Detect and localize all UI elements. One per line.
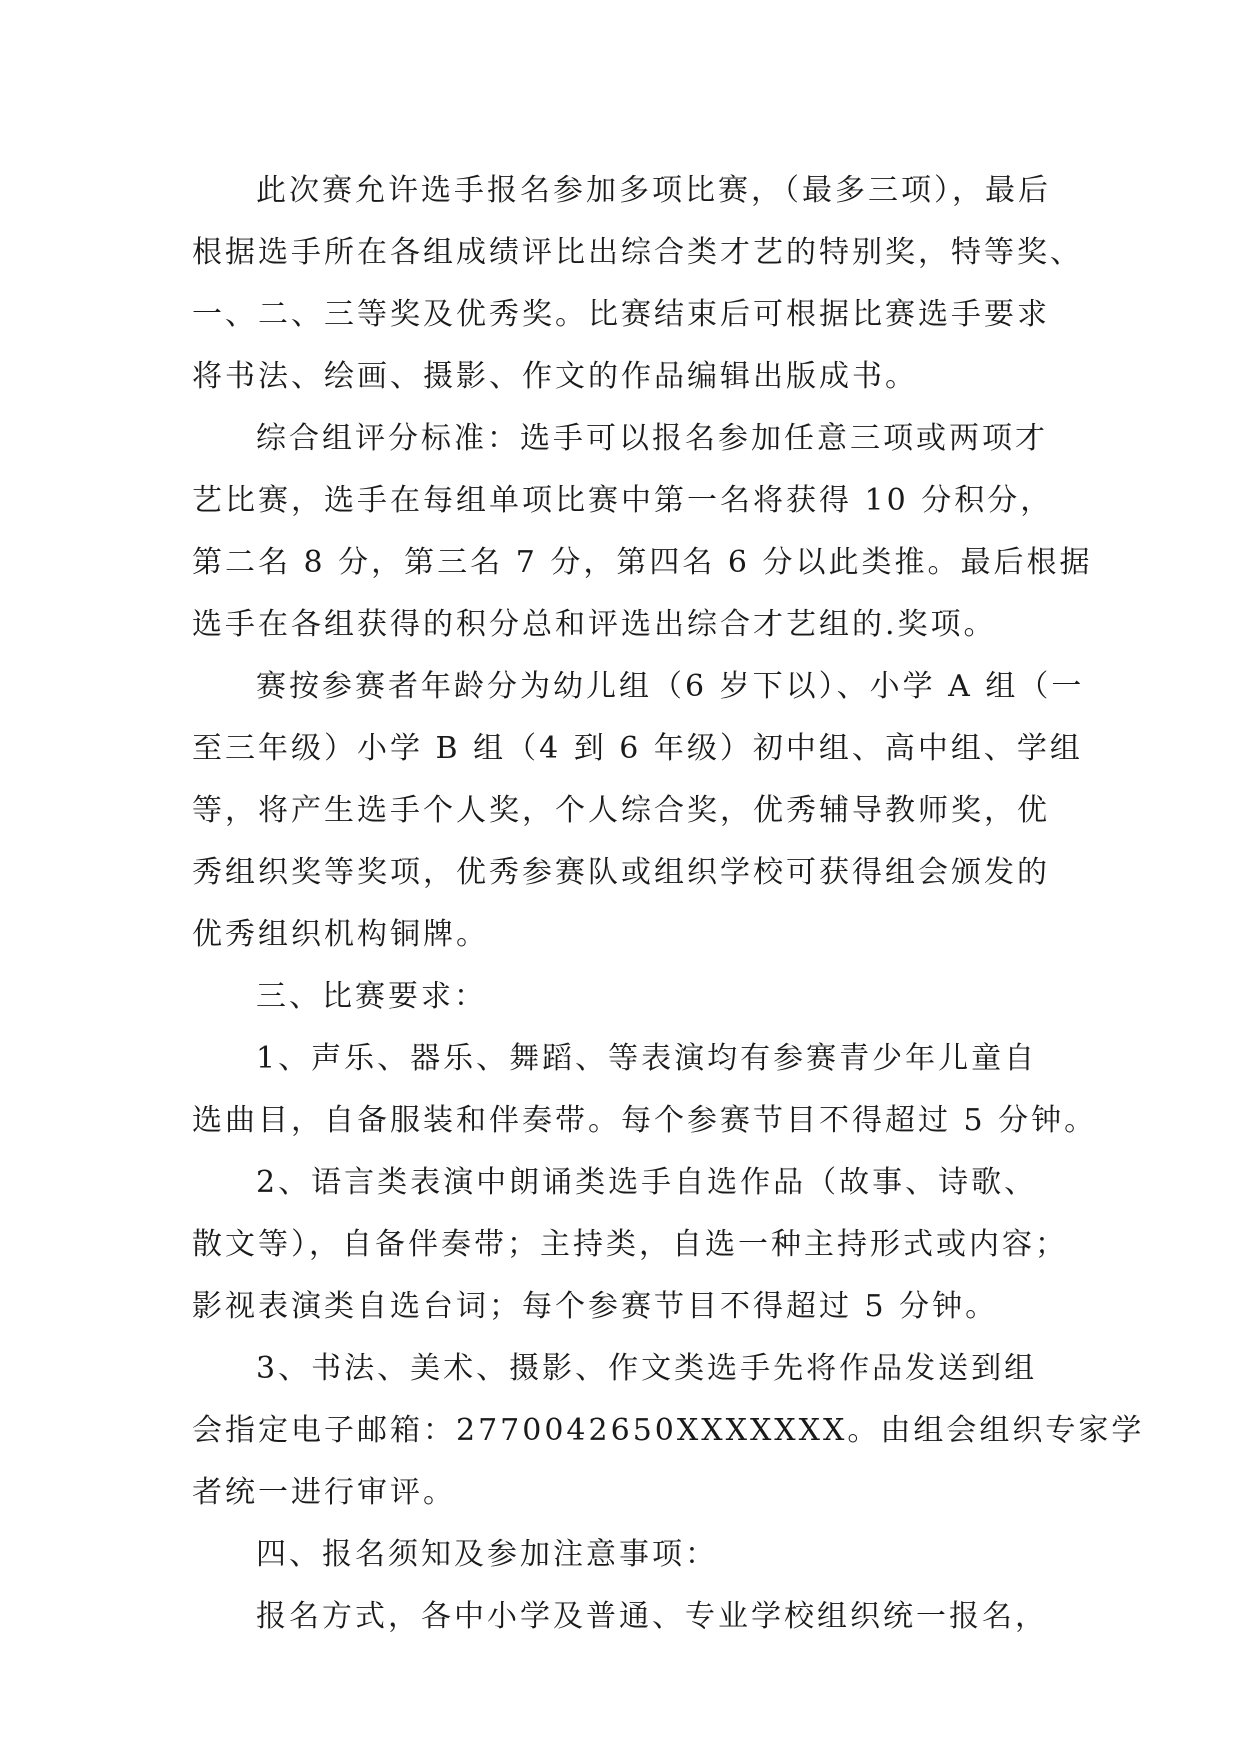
text-line: 根据选手所在各组成绩评比出综合类才艺的特别奖，特等奖、: [192, 235, 1083, 270]
text-line: 选手在各组获得的积分总和评选出综合才艺组的.奖项。: [192, 607, 997, 642]
text-line: 此次赛允许选手报名参加多项比赛，（最多三项），最后: [256, 173, 1051, 208]
text-line: 一、二、三等奖及优秀奖。比赛结束后可根据比赛选手要求: [192, 297, 1050, 332]
text-line: 四、报名须知及参加注意事项：: [256, 1537, 718, 1572]
text-line: 2、语言类表演中朗诵类选手自选作品（故事、诗歌、: [256, 1165, 1038, 1200]
text-line: 1、声乐、器乐、舞蹈、等表演均有参赛青少年儿童自: [256, 1041, 1038, 1076]
document-body: [192, 160, 1145, 1648]
text-line: 赛按参赛者年龄分为幼儿组（6 岁下以）、小学 A 组（一: [256, 669, 1085, 704]
text-line: 散文等），自备伴奏带；主持类，自选一种主持形式或内容；: [192, 1227, 1068, 1262]
text-line: 第二名 8 分，第三名 7 分，第四名 6 分以此类推。最后根据: [192, 545, 1093, 580]
text-line: 会指定电子邮箱：2770042650XXXXXXX。由组会组织专家学: [192, 1413, 1145, 1448]
text-line: 优秀组织机构铜牌。: [192, 917, 489, 952]
text-line: 将书法、绘画、摄影、作文的作品编辑出版成书。: [192, 359, 918, 394]
text-line: 秀组织奖等奖项，优秀参赛队或组织学校可获得组会颁发的: [192, 855, 1050, 890]
text-line: 等，将产生选手个人奖，个人综合奖，优秀辅导教师奖，优: [192, 793, 1050, 828]
text-line: 至三年级）小学 B 组（4 到 6 年级）初中组、高中组、学组: [192, 731, 1083, 766]
text-line: 综合组评分标准：选手可以报名参加任意三项或两项才: [256, 421, 1048, 456]
text-line: 选曲目，自备服装和伴奏带。每个参赛节目不得超过 5 分钟。: [192, 1103, 1098, 1138]
text-line: 3、书法、美术、摄影、作文类选手先将作品发送到组: [256, 1351, 1038, 1386]
text-line: 影视表演类自选台词；每个参赛节目不得超过 5 分钟。: [192, 1289, 999, 1324]
text-line: 者统一进行审评。: [192, 1475, 456, 1510]
text-line: 艺比赛，选手在每组单项比赛中第一名将获得 10 分积分，: [192, 483, 1054, 518]
text-line: 报名方式，各中小学及普通、专业学校组织统一报名，: [256, 1599, 1048, 1634]
text-line: 三、比赛要求：: [256, 979, 487, 1014]
